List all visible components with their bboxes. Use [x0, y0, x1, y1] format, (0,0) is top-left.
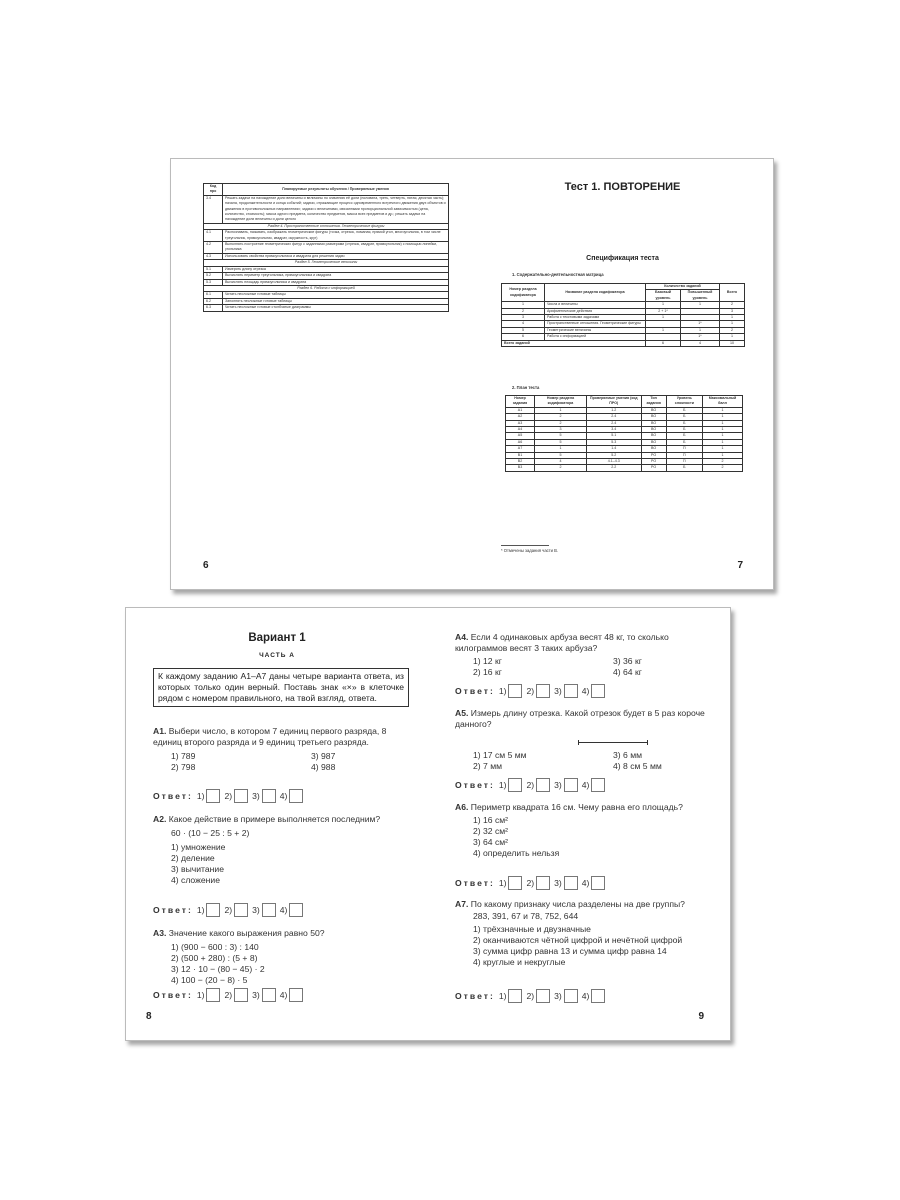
- table-cell: А2: [506, 414, 535, 420]
- table-cell: Б: [666, 433, 702, 439]
- table-cell: 2: [502, 308, 545, 314]
- answer-option-number: 2): [224, 791, 233, 801]
- table-cell: В3: [506, 465, 535, 471]
- table-cell: 5: [535, 452, 587, 458]
- question-a6: [455, 802, 705, 859]
- answer-checkbox[interactable]: [234, 903, 248, 917]
- question-number: А7.: [455, 899, 469, 909]
- answer-option-number: 1): [498, 991, 507, 1001]
- row-code: 5.1: [204, 266, 223, 272]
- table-cell: ВО: [641, 439, 666, 445]
- footnote: [501, 545, 558, 553]
- table-cell: ВО: [641, 420, 666, 426]
- question-text: По какому признаку числа разделены на две группы?: [470, 899, 685, 909]
- answer-row-a1: [153, 789, 307, 803]
- table-cell: 1: [703, 439, 743, 445]
- table-cell: 1: [720, 321, 745, 327]
- answer-checkbox[interactable]: [564, 778, 578, 792]
- option: 2) 7 мм: [473, 761, 503, 771]
- answer-row-a5: [455, 778, 609, 792]
- content-matrix-table: [501, 283, 745, 347]
- total-label: Всего заданий: [502, 340, 646, 346]
- table-cell: 2: [703, 465, 743, 471]
- table-cell: 6: [646, 340, 681, 346]
- question-text: Если 4 одинаковых арбуза весят 48 кг, то сколько килограммов весят 3 таких арбуза?: [455, 632, 669, 653]
- table-cell: П: [666, 459, 702, 465]
- table-cell: 2 + 1*: [646, 308, 681, 314]
- answer-checkbox[interactable]: [206, 988, 220, 1002]
- table-cell: 2.2: [586, 465, 641, 471]
- answer-checkbox[interactable]: [234, 988, 248, 1002]
- answer-option-number: 3): [554, 878, 562, 888]
- answer-label: Ответ:: [455, 991, 495, 1001]
- table-row: [204, 195, 449, 223]
- answer-checkbox[interactable]: [536, 876, 550, 890]
- table-cell: 4: [681, 340, 720, 346]
- table-cell: ВО: [641, 414, 666, 420]
- option: 3) 6 мм: [613, 750, 643, 760]
- question-text: Значение какого выражения равно 50?: [168, 928, 325, 938]
- question-a1: [153, 726, 403, 773]
- table-cell: Пространственные отношения. Геометрические фигуры: [545, 321, 646, 327]
- table-cell: 2.4: [586, 420, 641, 426]
- plan-col-header: Номер задания: [506, 396, 535, 408]
- question-text: Выбери число, в котором 7 единиц первого разряда, 8 единиц второго разряда и 9 единиц третьего разряда.: [153, 726, 387, 747]
- row-text: Измерять длину отрезка: [223, 266, 449, 272]
- answer-option-number: 4): [279, 990, 288, 1000]
- question-a4: [455, 632, 705, 678]
- instruction-box: [153, 668, 409, 707]
- table-cell: 1: [535, 446, 587, 452]
- table-cell: 2.4: [586, 414, 641, 420]
- plan-col-header: Уровень сложности: [666, 396, 702, 408]
- row-code: 4.2: [204, 242, 223, 254]
- answer-checkbox[interactable]: [234, 789, 248, 803]
- option: 3) сумма цифр равна 13 и сумма цифр равна 14: [473, 946, 667, 956]
- table-cell: 1: [535, 407, 587, 413]
- table-cell: 1: [681, 327, 720, 333]
- table-cell: 1: [681, 302, 720, 308]
- table-cell: 3: [720, 308, 745, 314]
- matrix-col-section: Номер раздела кодификатора: [502, 284, 545, 302]
- instruction-text: К каждому заданию А1–А7 даны четыре варианта ответа, из которых только один верный. Поставь знак «×» в клеточке рядом с номером правильного, на твой взгляд, ответа.: [158, 671, 404, 703]
- table-cell: 5: [502, 327, 545, 333]
- answer-row-a7: [455, 989, 609, 1003]
- table-cell: 4: [502, 321, 545, 327]
- answer-option-number: 1): [196, 791, 205, 801]
- page-8: [126, 608, 428, 1040]
- table-cell: В2: [506, 459, 535, 465]
- table-cell: Геометрические величины: [545, 327, 646, 333]
- question-number: А2.: [153, 814, 167, 824]
- answer-checkbox[interactable]: [536, 989, 550, 1003]
- answer-option-number: 4): [581, 991, 590, 1001]
- question-number: А3.: [153, 928, 167, 938]
- variant-title: Вариант 1: [248, 632, 306, 644]
- row-text: Читать несложные готовые столбчатые диаграммы: [223, 305, 449, 311]
- answer-label: Ответ:: [153, 905, 193, 915]
- answer-label: Ответ:: [455, 780, 495, 790]
- answer-option-number: 3): [554, 686, 562, 696]
- table-cell: А3: [506, 420, 535, 426]
- table-cell: 4: [535, 459, 587, 465]
- table-cell: 5.1: [586, 433, 641, 439]
- table-cell: 10: [720, 340, 745, 346]
- answer-option-number: 1): [196, 990, 205, 1000]
- table-cell: 1: [703, 433, 743, 439]
- row-text: Вычислять периметр треугольника, прямоугольника и квадрата: [223, 273, 449, 279]
- option: 1) умножение: [171, 842, 226, 852]
- answer-checkbox[interactable]: [564, 876, 578, 890]
- table-cell: 1: [703, 452, 743, 458]
- option: 4) 64 кг: [613, 667, 642, 677]
- table-cell: 1*: [681, 334, 720, 340]
- answer-option-number: 2): [224, 990, 233, 1000]
- answer-checkbox[interactable]: [289, 903, 303, 917]
- table-cell: А7: [506, 446, 535, 452]
- question-text: Периметр квадрата 16 см. Чему равна его площадь?: [470, 802, 683, 812]
- table-cell: 2: [703, 459, 743, 465]
- page-number: 7: [737, 560, 743, 571]
- answer-label: Ответ:: [455, 686, 495, 696]
- table-cell: 1: [703, 420, 743, 426]
- row-text: Распознавать, называть, изображать геометрические фигуры (точка, отрезок, ломаная, прямой угол, многоугольник, в том числе треугольник, прямоугольник, квадрат, окружность, круг): [223, 230, 449, 242]
- table-cell: 5.2: [586, 452, 641, 458]
- footnote-text: * Отмечены задания части В.: [501, 548, 559, 553]
- expression: 60 · (10 − 25 : 5 + 2): [171, 828, 250, 838]
- answer-option-number: 2): [224, 905, 233, 915]
- option: 1) 16 см²: [473, 815, 509, 825]
- row-code: 3.4: [204, 195, 223, 223]
- table-cell: А4: [506, 427, 535, 433]
- row-code: 5.3: [204, 279, 223, 285]
- table-cell: 2: [720, 302, 745, 308]
- option: 3) вычитание: [171, 864, 224, 874]
- table-row-total: [502, 340, 745, 346]
- section-title: Раздел 5. Геометрические величины: [204, 260, 449, 266]
- measure-segment: [578, 742, 648, 743]
- answer-checkbox[interactable]: [508, 989, 522, 1003]
- test-plan-table: [505, 395, 743, 472]
- top-spread: [170, 158, 774, 590]
- question-text: Какое действие в примере выполняется последним?: [168, 814, 381, 824]
- table-cell: 3.4: [586, 427, 641, 433]
- table-cell: 2: [720, 327, 745, 333]
- table-cell: РО: [641, 452, 666, 458]
- matrix-col-basic: Базовый уровень: [646, 290, 681, 302]
- answer-checkbox[interactable]: [591, 778, 605, 792]
- table-cell: 5: [535, 439, 587, 445]
- answer-checkbox[interactable]: [564, 684, 578, 698]
- table-cell: 5: [535, 433, 587, 439]
- option: 3) 12 · 10 − (80 − 45) · 2: [171, 964, 265, 974]
- answer-checkbox[interactable]: [591, 876, 605, 890]
- answer-option-number: 3): [252, 990, 260, 1000]
- number-groups: 283, 391, 67 и 78, 752, 644: [473, 911, 579, 921]
- table-row: [204, 242, 449, 254]
- table-cell: 1: [720, 315, 745, 321]
- question-number: А6.: [455, 802, 469, 812]
- option: 3) 36 кг: [613, 656, 642, 666]
- answer-option-number: 1): [498, 878, 507, 888]
- table-cell: Б: [666, 407, 702, 413]
- answer-checkbox[interactable]: [536, 778, 550, 792]
- row-code: 5.2: [204, 273, 223, 279]
- table-cell: 1: [502, 302, 545, 308]
- option: 1) 17 см 5 мм: [473, 750, 527, 760]
- plan-col-header: Максимальный балл: [703, 396, 743, 408]
- row-code: 4.1: [204, 230, 223, 242]
- question-number: А4.: [455, 632, 469, 642]
- option: 4) определить нельзя: [473, 848, 560, 858]
- option: 3) 987: [311, 751, 336, 761]
- table-cell: 2: [535, 420, 587, 426]
- matrix-col-higher: Повышенный уровень: [681, 290, 720, 302]
- option: 4) 8 см 5 мм: [613, 761, 662, 771]
- table-row: [204, 230, 449, 242]
- answer-option-number: 4): [581, 780, 590, 790]
- matrix-col-name: Название раздела кодификатора: [545, 284, 646, 302]
- answer-row-a2: [153, 903, 307, 917]
- option: 4) круглые и некруглые: [473, 957, 566, 967]
- answer-option-number: 4): [581, 878, 590, 888]
- table-cell: 6: [502, 334, 545, 340]
- answer-checkbox[interactable]: [262, 789, 276, 803]
- answer-option-number: 3): [252, 905, 260, 915]
- section-title: Раздел 4. Пространственные отношения. Геометрические фигуры: [204, 223, 449, 229]
- answer-checkbox[interactable]: [508, 876, 522, 890]
- question-number: А5.: [455, 708, 469, 718]
- row-text: Использовать свойства прямоугольника и квадрата для решения задач: [223, 253, 449, 259]
- table-cell: П: [666, 446, 702, 452]
- table-cell: 1: [703, 427, 743, 433]
- table-cell: 4.1–4.3: [586, 459, 641, 465]
- answer-checkbox[interactable]: [262, 988, 276, 1002]
- option: 1) (900 − 600 : 3) : 140: [171, 942, 259, 952]
- answer-checkbox[interactable]: [289, 988, 303, 1002]
- table-cell: 1: [646, 327, 681, 333]
- page-7: [472, 159, 773, 589]
- option: 3) 64 см²: [473, 837, 509, 847]
- question-a5: [455, 708, 705, 730]
- table-cell: А6: [506, 439, 535, 445]
- table-cell: 1*: [681, 321, 720, 327]
- answer-row-a6: [455, 876, 609, 890]
- option: 2) оканчиваются чётной цифрой и нечётной цифрой: [473, 935, 683, 945]
- table-cell: Числа и величины: [545, 302, 646, 308]
- answer-checkbox[interactable]: [591, 989, 605, 1003]
- option: 4) 100 − (20 − 8) · 5: [171, 975, 248, 985]
- answer-checkbox[interactable]: [536, 684, 550, 698]
- option: 2) (500 + 280) : (5 + 8): [171, 953, 258, 963]
- answer-checkbox[interactable]: [591, 684, 605, 698]
- row-text: Читать несложные готовые таблицы: [223, 292, 449, 298]
- row-text: Решать задачи на нахождение доли величины и величины по значению её доли (половина, треть, четверть, пятая, десятая часть); начала, продолжительности и конца событий; задачи, отражающие процесс одновременного встречного движения двух объектов и движения в противоположных направлениях; задачи с величинами, связанными пропорциональной зависимостью (цена, количество, стоимость); масса одного предмета, количество предметов, масса всех предметов и др.; решать задачи на нахождение доли величины и доли целого: [223, 195, 449, 223]
- answer-option-number: 2): [526, 780, 535, 790]
- table-cell: ВО: [641, 427, 666, 433]
- question-a7: [455, 899, 705, 968]
- table-cell: Б: [666, 465, 702, 471]
- answer-option-number: 2): [526, 878, 535, 888]
- answer-option-number: 2): [526, 686, 535, 696]
- planned-results-table: [203, 183, 449, 312]
- question-a5-options: [455, 750, 705, 772]
- table-cell: 1: [703, 414, 743, 420]
- table-cell: 2: [535, 414, 587, 420]
- answer-option-number: 1): [498, 780, 507, 790]
- table-cell: Арифметические действия: [545, 308, 646, 314]
- table-cell: А5: [506, 433, 535, 439]
- option: 2) 798: [171, 762, 196, 772]
- option: 4) 988: [311, 762, 336, 772]
- table-cell: РО: [641, 465, 666, 471]
- answer-option-number: 2): [526, 991, 535, 1001]
- table-cell: 1: [646, 315, 681, 321]
- page-6: [171, 159, 472, 589]
- option: 1) трёхзначные и двузначные: [473, 924, 591, 934]
- table-cell: 1.4: [586, 446, 641, 452]
- row-code: 6.1: [204, 292, 223, 298]
- row-text: Выполнять построение геометрических фигур с заданными размерами (отрезок, квадрат, прямоугольник) с помощью линейки, угольника: [223, 242, 449, 254]
- section-title: Раздел 6. Работа с информацией: [204, 285, 449, 291]
- option: 1) 12 кг: [473, 656, 502, 666]
- option: 4) сложение: [171, 875, 220, 885]
- answer-checkbox[interactable]: [289, 789, 303, 803]
- option: 2) 32 см²: [473, 826, 509, 836]
- table-cell: 1: [646, 302, 681, 308]
- code-header: Код про: [204, 184, 223, 196]
- table-cell: РО: [641, 459, 666, 465]
- answer-option-number: 4): [279, 791, 288, 801]
- row-text: Заполнять несложные готовые таблицы: [223, 298, 449, 304]
- answer-row-a3: [153, 988, 307, 1002]
- table-cell: ВО: [641, 407, 666, 413]
- answer-label: Ответ:: [153, 990, 193, 1000]
- answer-checkbox[interactable]: [508, 684, 522, 698]
- table-cell: 5.3: [586, 439, 641, 445]
- answer-option-number: 4): [581, 686, 590, 696]
- table-cell: ВО: [641, 433, 666, 439]
- answer-label: Ответ:: [455, 878, 495, 888]
- answer-checkbox[interactable]: [508, 778, 522, 792]
- table-cell: Работа с информацией: [545, 334, 646, 340]
- matrix-col-total: Всего: [720, 284, 745, 302]
- plan-col-header: Тип задания: [641, 396, 666, 408]
- row-code: 4.3: [204, 253, 223, 259]
- question-a2: [153, 814, 403, 886]
- table-cell: 3: [535, 427, 587, 433]
- plan-title: 2. План теста: [512, 385, 540, 390]
- answer-option-number: 3): [554, 780, 562, 790]
- answer-checkbox[interactable]: [206, 903, 220, 917]
- answer-option-number: 1): [196, 905, 205, 915]
- table-cell: 1: [703, 446, 743, 452]
- spec-title: Спецификация теста: [586, 255, 659, 262]
- answer-option-number: 3): [252, 791, 260, 801]
- page-9: [428, 608, 730, 1040]
- table-row: [506, 465, 743, 471]
- question-a3: [153, 928, 403, 986]
- page-number: 6: [203, 560, 209, 571]
- table-cell: ВО: [641, 446, 666, 452]
- answer-option-number: 3): [554, 991, 562, 1001]
- answer-checkbox[interactable]: [262, 903, 276, 917]
- answer-option-number: 1): [498, 686, 507, 696]
- answer-checkbox[interactable]: [564, 989, 578, 1003]
- table-cell: 3: [502, 315, 545, 321]
- plan-col-header: Проверяемые умения (код ПРО): [586, 396, 641, 408]
- plan-col-header: Номер раздела кодификатора: [535, 396, 587, 408]
- row-code: 6.3: [204, 305, 223, 311]
- test-title: Тест 1. ПОВТОРЕНИЕ: [564, 181, 681, 193]
- question-number: А1.: [153, 726, 167, 736]
- bottom-spread: [125, 607, 731, 1041]
- table-cell: П: [666, 452, 702, 458]
- table-cell: Б: [666, 427, 702, 433]
- table-cell: Б: [666, 439, 702, 445]
- part-label: ЧАСТЬ А: [259, 652, 295, 659]
- table-cell: 2: [535, 465, 587, 471]
- results-header: Планируемые результаты обучения / Проверяемые умения: [223, 184, 449, 196]
- table-cell: 1: [720, 334, 745, 340]
- table-cell: 1: [703, 407, 743, 413]
- option: 1) 789: [171, 751, 196, 761]
- option: 2) деление: [171, 853, 215, 863]
- table-cell: Работа с текстовыми задачами: [545, 315, 646, 321]
- table-cell: В1: [506, 452, 535, 458]
- matrix-title: 1. Содержательно-деятельностная матрица: [512, 272, 604, 277]
- table-cell: Б: [666, 420, 702, 426]
- answer-label: Ответ:: [153, 791, 193, 801]
- option: 2) 16 кг: [473, 667, 502, 677]
- table-row: [204, 305, 449, 311]
- table-cell: 1.2: [586, 407, 641, 413]
- question-text: Измерь длину отрезка. Какой отрезок будет в 5 раз короче данного?: [455, 708, 705, 729]
- row-text: Вычислять площадь прямоугольника и квадрата: [223, 279, 449, 285]
- answer-option-number: 4): [279, 905, 288, 915]
- table-cell: Б: [666, 414, 702, 420]
- page-number: 9: [698, 1011, 704, 1022]
- page-number: 8: [146, 1011, 152, 1022]
- table-cell: А1: [506, 407, 535, 413]
- answer-checkbox[interactable]: [206, 789, 220, 803]
- answer-row-a4: [455, 684, 609, 698]
- matrix-col-group: Количество заданий: [646, 284, 720, 290]
- row-code: 6.2: [204, 298, 223, 304]
